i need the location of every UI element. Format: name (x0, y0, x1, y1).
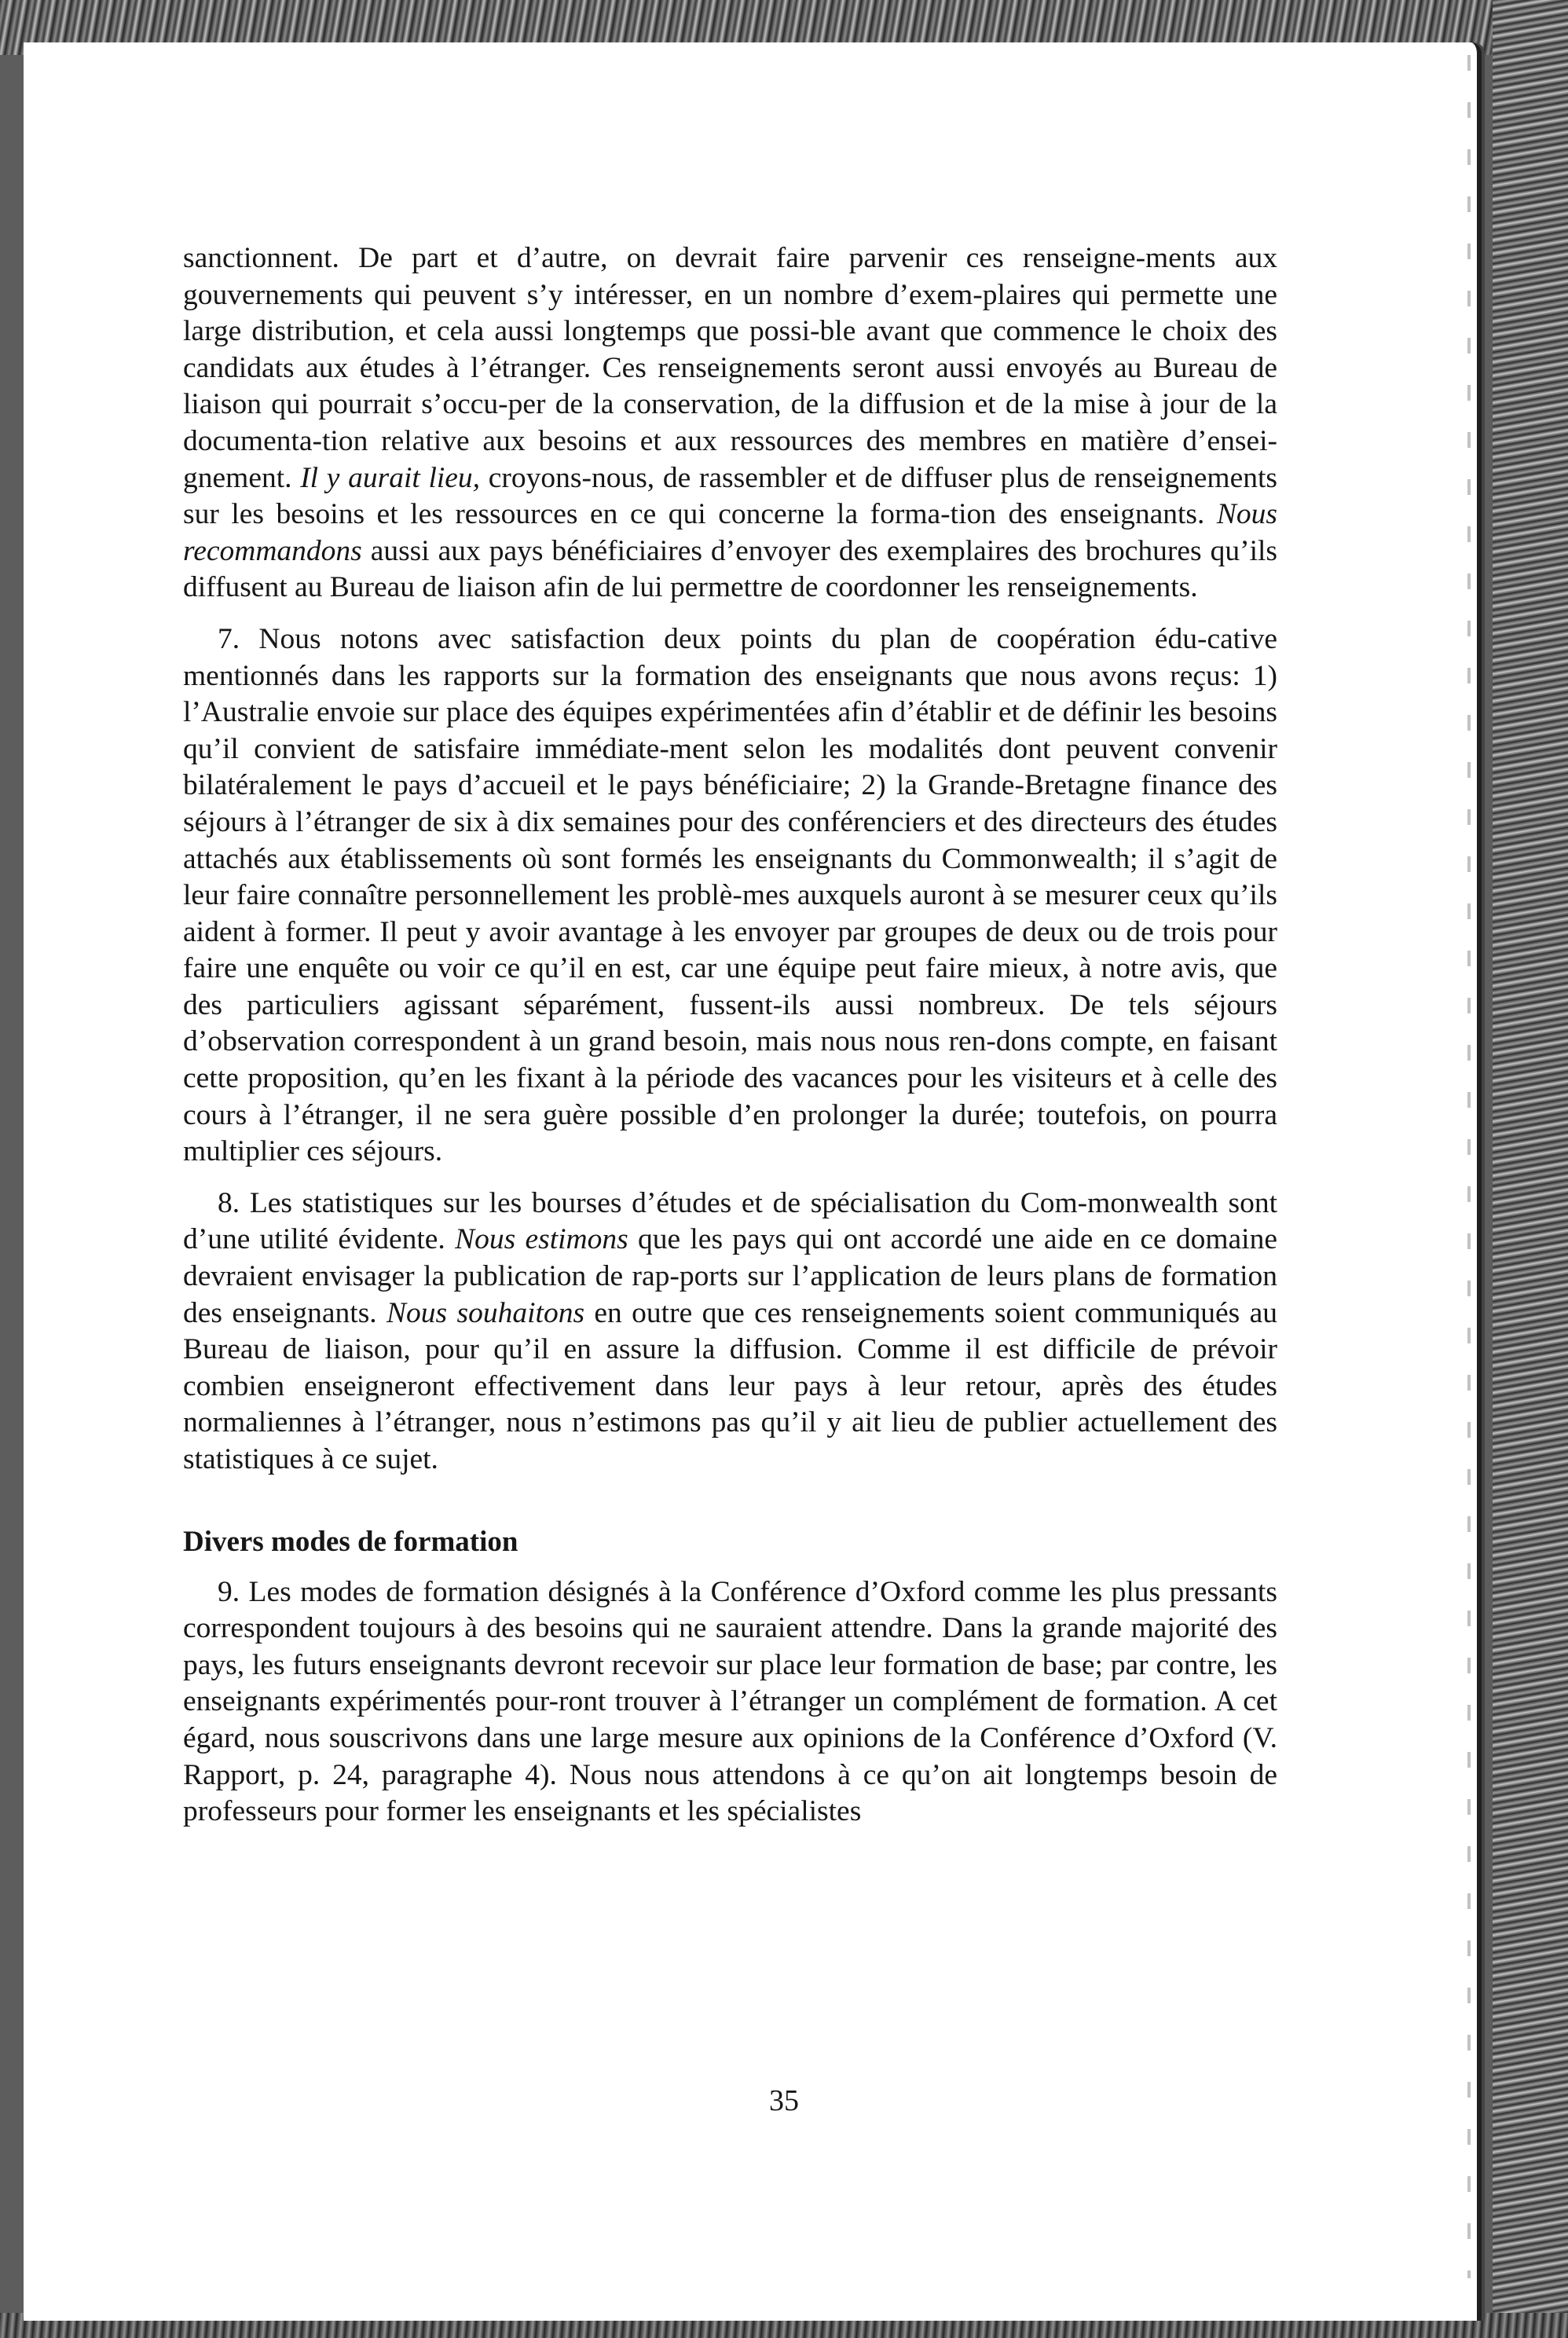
emphasis-text: Nous souhaitons (387, 1296, 585, 1329)
page-number: 35 (769, 2084, 799, 2117)
scan-right-edge (1493, 0, 1568, 2338)
emphasis-text: Nous recommandons (183, 498, 1277, 567)
paragraph-9: 9. Les modes de formation désignés à la Conférence d’Oxford comme les plus pressants correspondent toujours à des besoins qui ne sauraient attendre. Dans la grande majorité des pays, les futurs enseignants devront recevoir sur place leur formation de base; par contre, les enseignants expérimentés pour-ront trouver à l’étranger un complément de formation. A cet égard, nous souscrivons dans une large mesure aux opinions de la Conférence d’Oxford (V. Rapport, p. 24, paragraphe 4). Nous nous attendons à ce qu’on ait longtemps besoin de professeurs pour former les enseignants et les spécialistes (183, 1575, 1277, 1828)
paragraph-7: 7. Nous notons avec satisfaction deux points du plan de coopération édu-cative mentionnés dans les rapports sur la formation des enseignants que nous avons reçus: 1) l’Australie envoie sur place des équipes expérimentées afin d’établir et de définir les besoins qu’il convient de satisfaire immédiate-ment selon les modalités dont peuvent convenir bilatéralement le pays d’accueil et le pays bénéficiaire; 2) la Grande-Bretagne finance des séjours à l’étranger de six à dix semaines pour des conférenciers et des directeurs des études attachés aux établissements où sont formés les enseignants du Commonwealth; il s’agit de leur faire connaître personnellement les problè-mes auxquels auront à se mesurer ceux qu’ils aident à former. Il peut y avoir avantage à les envoyer par groupes de deux ou de trois pour faire une enquête ou voir ce qu’il en est, car une équipe peut faire mieux, à notre avis, que des particuliers agissant séparément, fussent-ils aussi nombreux. De tels séjours d’observation correspondent à un grand besoin, mais nous nous ren-dons compte, en faisant cette proposition, qu’en les fixant à la période des vacances pour les visiteurs et à celle des cours à l’étranger, il ne sera guère possible d’en prolonger la durée; toutefois, on pourra multiplier ces séjours. (183, 622, 1277, 1168)
paragraph-continuation: sanctionnent. De part et d’autre, on devrait faire parvenir ces renseigne-ments aux gouvernements qui peuvent s’y intéresser, en un nombre d’exem-plaires qui permette une large distribution, et cela aussi longtemps que possi-ble avant que commence le choix des candidats aux études à l’étranger. Ces renseignements seront aussi envoyés au Bureau de liaison qui pourrait s’occu-per de la conservation, de la diffusion et de la mise à jour de la documenta-tion relative aux besoins et aux ressources des membres en matière d’ensei-gnement. Il y aurait lieu, croyons-nous, de rassembler et de diffuser plus de renseignements sur les besoins et les ressources en ce qui concerne la forma-tion des enseignants. Nous recommandons aussi aux pays bénéficiaires d’envoyer des exemplaires des brochures qu’ils diffusent au Bureau de liaison afin de lui permettre de coordonner les renseignements. (183, 242, 1277, 604)
paragraph-8: 8. Les statistiques sur les bourses d’études et de spécialisation du Com-monwealth sont d’une utilité évidente. Nous estimons que les pays qui ont accordé une aide en ce domaine devraient envisager la publication de rap-ports sur l’application de leurs plans de formation des enseignants. Nous souhaitons en outre que ces renseignements soient communiqués au Bureau de liaison, pour qu’il en assure la diffusion. Comme il est difficile de prévoir combien enseigneront effectivement dans leur pays à leur retour, après des études normaliennes à l’étranger, nous n’estimons pas qu’il y ait lieu de publier actuellement des statistiques à ce sujet. (183, 1186, 1277, 1475)
page-body (183, 240, 1277, 1830)
emphasis-text: Nous estimons (455, 1223, 628, 1256)
emphasis-text: Il y aurait lieu, (300, 461, 481, 494)
section-heading: Divers modes de formation (183, 1525, 518, 1558)
page-edge-marks (1467, 55, 1471, 2278)
